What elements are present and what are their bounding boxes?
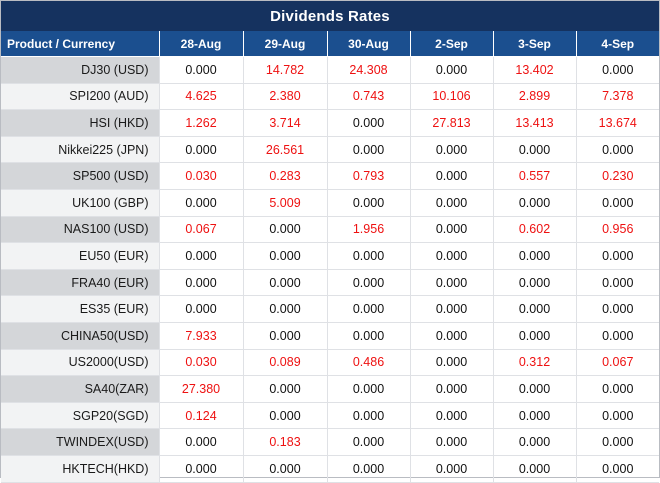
rate-cell: 0.000 — [327, 455, 410, 482]
rate-cell: 0.030 — [159, 349, 243, 376]
rate-cell: 0.030 — [159, 163, 243, 190]
table-row — [1, 216, 659, 243]
rate-cell: 0.000 — [493, 189, 576, 216]
rate-cell: 7.933 — [159, 322, 243, 349]
rate-cell: 13.413 — [493, 110, 576, 137]
rate-cell: 0.000 — [327, 136, 410, 163]
row-label: Nikkei225 (JPN) — [1, 136, 159, 163]
rate-cell: 0.000 — [576, 429, 659, 456]
rate-cell: 0.000 — [410, 189, 493, 216]
rate-cell: 0.793 — [327, 163, 410, 190]
rate-cell: 0.000 — [493, 322, 576, 349]
column-header-date[interactable]: 3-Sep — [493, 31, 576, 57]
rate-cell: 5.009 — [243, 189, 327, 216]
rate-cell: 0.000 — [410, 216, 493, 243]
rate-cell: 27.380 — [159, 376, 243, 403]
rate-cell: 0.000 — [493, 136, 576, 163]
rate-cell: 0.067 — [159, 216, 243, 243]
rate-cell: 0.000 — [159, 296, 243, 323]
rate-cell: 0.000 — [159, 243, 243, 270]
rate-cell: 0.000 — [576, 189, 659, 216]
rate-cell: 0.000 — [327, 189, 410, 216]
rate-cell: 0.000 — [243, 243, 327, 270]
table-row — [1, 349, 659, 376]
rate-cell: 0.000 — [327, 269, 410, 296]
rate-cell: 0.000 — [576, 322, 659, 349]
rate-cell: 1.956 — [327, 216, 410, 243]
dividends-table — [1, 31, 659, 483]
rate-cell: 0.000 — [410, 243, 493, 270]
rate-cell: 0.230 — [576, 163, 659, 190]
table-header-row — [1, 31, 659, 57]
rate-cell: 0.000 — [410, 402, 493, 429]
rate-cell: 0.000 — [493, 269, 576, 296]
rate-cell: 0.000 — [159, 57, 243, 84]
rate-cell: 0.000 — [576, 296, 659, 323]
table-row — [1, 83, 659, 110]
rate-cell: 0.000 — [410, 269, 493, 296]
rate-cell: 0.000 — [576, 269, 659, 296]
table-row — [1, 322, 659, 349]
rate-cell: 2.899 — [493, 83, 576, 110]
rate-cell: 0.000 — [576, 57, 659, 84]
rate-cell: 0.000 — [243, 322, 327, 349]
rate-cell: 0.089 — [243, 349, 327, 376]
column-header-date[interactable]: 29-Aug — [243, 31, 327, 57]
rate-cell: 0.743 — [327, 83, 410, 110]
table-row — [1, 376, 659, 403]
rate-cell: 0.000 — [243, 269, 327, 296]
rate-cell: 0.000 — [410, 163, 493, 190]
row-label: SP500 (USD) — [1, 163, 159, 190]
rate-cell: 0.000 — [410, 429, 493, 456]
rate-cell: 0.000 — [493, 243, 576, 270]
rate-cell: 0.000 — [327, 110, 410, 137]
rate-cell: 0.000 — [327, 376, 410, 403]
row-label: DJ30 (USD) — [1, 57, 159, 84]
table-row — [1, 110, 659, 137]
table-row — [1, 402, 659, 429]
rate-cell: 7.378 — [576, 83, 659, 110]
row-label: SPI200 (AUD) — [1, 83, 159, 110]
row-label: EU50 (EUR) — [1, 243, 159, 270]
rate-cell: 14.782 — [243, 57, 327, 84]
rate-cell: 27.813 — [410, 110, 493, 137]
rate-cell: 0.000 — [327, 243, 410, 270]
table-row — [1, 243, 659, 270]
row-label: SGP20(SGD) — [1, 402, 159, 429]
column-header-date[interactable]: 2-Sep — [410, 31, 493, 57]
row-label: TWINDEX(USD) — [1, 429, 159, 456]
rate-cell: 0.000 — [410, 376, 493, 403]
rate-cell: 0.000 — [576, 455, 659, 482]
rate-cell: 0.124 — [159, 402, 243, 429]
rate-cell: 0.000 — [243, 296, 327, 323]
rate-cell: 0.067 — [576, 349, 659, 376]
row-label: NAS100 (USD) — [1, 216, 159, 243]
rate-cell: 0.486 — [327, 349, 410, 376]
rate-cell: 0.000 — [327, 429, 410, 456]
rate-cell: 13.674 — [576, 110, 659, 137]
rate-cell: 0.000 — [243, 455, 327, 482]
rate-cell: 0.000 — [159, 189, 243, 216]
rate-cell: 0.000 — [159, 136, 243, 163]
rate-cell: 0.000 — [327, 402, 410, 429]
column-header-date[interactable]: 30-Aug — [327, 31, 410, 57]
row-label: HKTECH(HKD) — [1, 455, 159, 482]
row-label: SA40(ZAR) — [1, 376, 159, 403]
table-row — [1, 57, 659, 84]
row-label: HSI (HKD) — [1, 110, 159, 137]
table-row — [1, 189, 659, 216]
rate-cell: 2.380 — [243, 83, 327, 110]
rate-cell: 0.000 — [243, 376, 327, 403]
row-label: US2000(USD) — [1, 349, 159, 376]
rate-cell: 0.557 — [493, 163, 576, 190]
rate-cell: 0.000 — [410, 136, 493, 163]
table-row — [1, 163, 659, 190]
rate-cell: 4.625 — [159, 83, 243, 110]
rate-cell: 0.000 — [493, 376, 576, 403]
table-header — [1, 31, 659, 57]
rate-cell: 0.000 — [327, 322, 410, 349]
rate-cell: 0.000 — [410, 455, 493, 482]
widget-title-bar — [1, 1, 659, 31]
rate-cell: 0.000 — [410, 349, 493, 376]
rate-cell: 0.000 — [159, 269, 243, 296]
rate-cell: 0.000 — [576, 136, 659, 163]
table-row — [1, 455, 659, 482]
rate-cell: 0.000 — [410, 296, 493, 323]
rate-cell: 0.000 — [410, 322, 493, 349]
rate-cell: 0.000 — [493, 296, 576, 323]
row-label: FRA40 (EUR) — [1, 269, 159, 296]
rate-cell: 0.000 — [493, 402, 576, 429]
table-body — [1, 57, 659, 483]
rate-cell: 0.312 — [493, 349, 576, 376]
rate-cell: 0.000 — [243, 216, 327, 243]
column-header-product-currency[interactable]: Product / Currency — [1, 31, 159, 57]
table-row — [1, 269, 659, 296]
rate-cell: 10.106 — [410, 83, 493, 110]
row-label: CHINA50(USD) — [1, 322, 159, 349]
row-label: ES35 (EUR) — [1, 296, 159, 323]
rate-cell: 0.283 — [243, 163, 327, 190]
rate-cell: 0.000 — [159, 455, 243, 482]
rate-cell: 0.000 — [243, 402, 327, 429]
rate-cell: 13.402 — [493, 57, 576, 84]
page-title: Dividends Rates — [270, 7, 390, 25]
column-header-date[interactable]: 4-Sep — [576, 31, 659, 57]
rate-cell: 0.000 — [493, 455, 576, 482]
table-row — [1, 429, 659, 456]
rate-cell: 0.000 — [576, 243, 659, 270]
rate-cell: 0.956 — [576, 216, 659, 243]
rate-cell: 0.000 — [493, 429, 576, 456]
rate-cell: 1.262 — [159, 110, 243, 137]
rate-cell: 26.561 — [243, 136, 327, 163]
rate-cell: 24.308 — [327, 57, 410, 84]
row-label: UK100 (GBP) — [1, 189, 159, 216]
column-header-date[interactable]: 28-Aug — [159, 31, 243, 57]
table-row — [1, 296, 659, 323]
rate-cell: 0.000 — [159, 429, 243, 456]
rate-cell: 0.000 — [576, 376, 659, 403]
rate-cell: 0.183 — [243, 429, 327, 456]
rate-cell: 0.000 — [576, 402, 659, 429]
rate-cell: 0.000 — [410, 57, 493, 84]
table-row — [1, 136, 659, 163]
rate-cell: 0.602 — [493, 216, 576, 243]
rate-cell: 0.000 — [327, 296, 410, 323]
rate-cell: 3.714 — [243, 110, 327, 137]
